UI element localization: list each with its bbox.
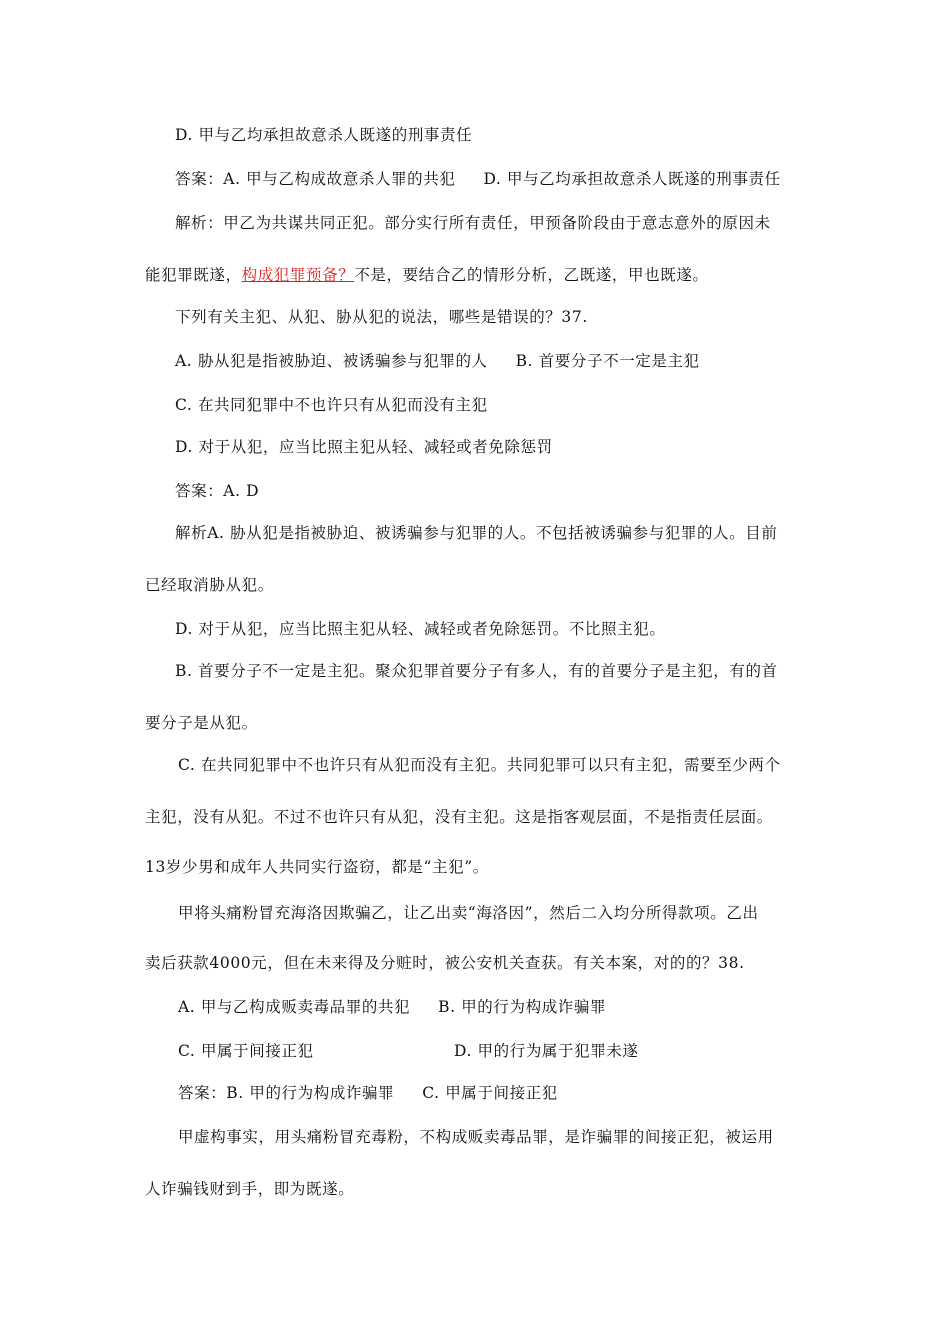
analysis-b-continuation	[145, 712, 258, 734]
analysis-line	[175, 212, 771, 234]
text: D. 对于从犯，应当比照主犯从轻、减轻或者免除惩罚	[175, 438, 553, 456]
text: 答案：A. D	[175, 482, 260, 500]
option-d-line	[175, 124, 472, 146]
options-a-b	[175, 350, 700, 372]
analysis-a	[175, 522, 777, 544]
option-d	[175, 436, 553, 458]
text: 13岁少男和成年人共同实行盗窃，都是“主犯”。	[145, 858, 489, 876]
text: B. 首要分子不一定是主犯	[515, 352, 700, 370]
text: 解析A. 胁从犯是指被胁迫、被诱骗参与犯罪的人。不包括被诱骗参与犯罪的人。目前	[175, 524, 778, 542]
text: D. 对于从犯，应当比照主犯从轻、减轻或者免除惩罚。不比照主犯。	[175, 620, 666, 638]
options-38-a-b	[178, 996, 606, 1018]
question-38	[178, 902, 759, 924]
text: 已经取消胁从犯。	[145, 576, 274, 594]
text: D. 甲的行为属于犯罪未遂	[454, 1042, 639, 1060]
analysis-c-continuation	[145, 806, 773, 828]
question-38-continuation	[145, 952, 745, 974]
text: A. 胁从犯是指被胁迫、被诱骗参与犯罪的人	[175, 352, 488, 370]
answer-38	[178, 1082, 558, 1104]
analysis-38-continuation	[145, 1178, 354, 1200]
text: 人诈骗钱财到手，即为既遂。	[145, 1180, 355, 1198]
text: C. 甲属于间接正犯	[422, 1084, 558, 1102]
analysis-b	[175, 660, 778, 682]
text: D. 甲与乙均承担故意杀人既遂的刑事责任	[175, 126, 473, 144]
text: 甲将头痛粉冒充海洛因欺骗乙，让乙出卖“海洛因”，然后二入均分所得款项。乙出	[178, 904, 759, 922]
text: 要分子是从犯。	[145, 714, 258, 732]
text: 答案：A. 甲与乙构成故意杀人罪的共犯	[175, 170, 456, 188]
question-37	[175, 306, 588, 328]
answer-line	[175, 168, 781, 190]
highlighted-question: 构成犯罪预备？	[241, 266, 355, 284]
options-38-c-d	[178, 1040, 639, 1062]
answer-37	[175, 480, 259, 502]
text: 不是，要结合乙的情形分析，乙既遂，甲也既遂。	[354, 266, 709, 284]
analysis-38	[178, 1126, 774, 1148]
analysis-continuation	[145, 264, 709, 286]
text: D. 甲与乙均承担故意杀人既遂的刑事责任	[483, 170, 781, 188]
text: 甲虚构事实，用头痛粉冒充毒粉，不构成贩卖毒品罪，是诈骗罪的间接正犯，被运用	[178, 1128, 774, 1146]
text: 解析：甲乙为共谋共同正犯。部分实行所有责任，甲预备阶段由于意志意外的原因未	[175, 214, 771, 232]
text: 卖后获款4000元，但在未来得及分赃时，被公安机关查获。有关本案，对的的？38.	[145, 954, 745, 972]
text: 答案：B. 甲的行为构成诈骗罪	[178, 1084, 395, 1102]
text: 能犯罪既遂，	[145, 266, 242, 284]
text: C. 在共同犯罪中不也许只有从犯而没有主犯。共同犯罪可以只有主犯，需要至少两个	[178, 756, 781, 774]
text: 主犯，没有从犯。不过不也许只有从犯，没有主犯。这是指客观层面，不是指责任层面。	[145, 808, 773, 826]
option-c	[175, 394, 488, 416]
text: 下列有关主犯、从犯、胁从犯的说法，哪些是错误的？37.	[175, 308, 588, 326]
text: B. 首要分子不一定是主犯。聚众犯罪首要分子有多人，有的首要分子是主犯，有的首	[175, 662, 778, 680]
analysis-a-continuation	[145, 574, 274, 596]
analysis-d	[175, 618, 665, 640]
text: B. 甲的行为构成诈骗罪	[438, 998, 607, 1016]
analysis-c-note	[145, 856, 489, 878]
text: C. 在共同犯罪中不也许只有从犯而没有主犯	[175, 396, 488, 414]
analysis-c	[178, 754, 781, 776]
text: C. 甲属于间接正犯	[178, 1042, 314, 1060]
text: A. 甲与乙构成贩卖毒品罪的共犯	[178, 998, 411, 1016]
